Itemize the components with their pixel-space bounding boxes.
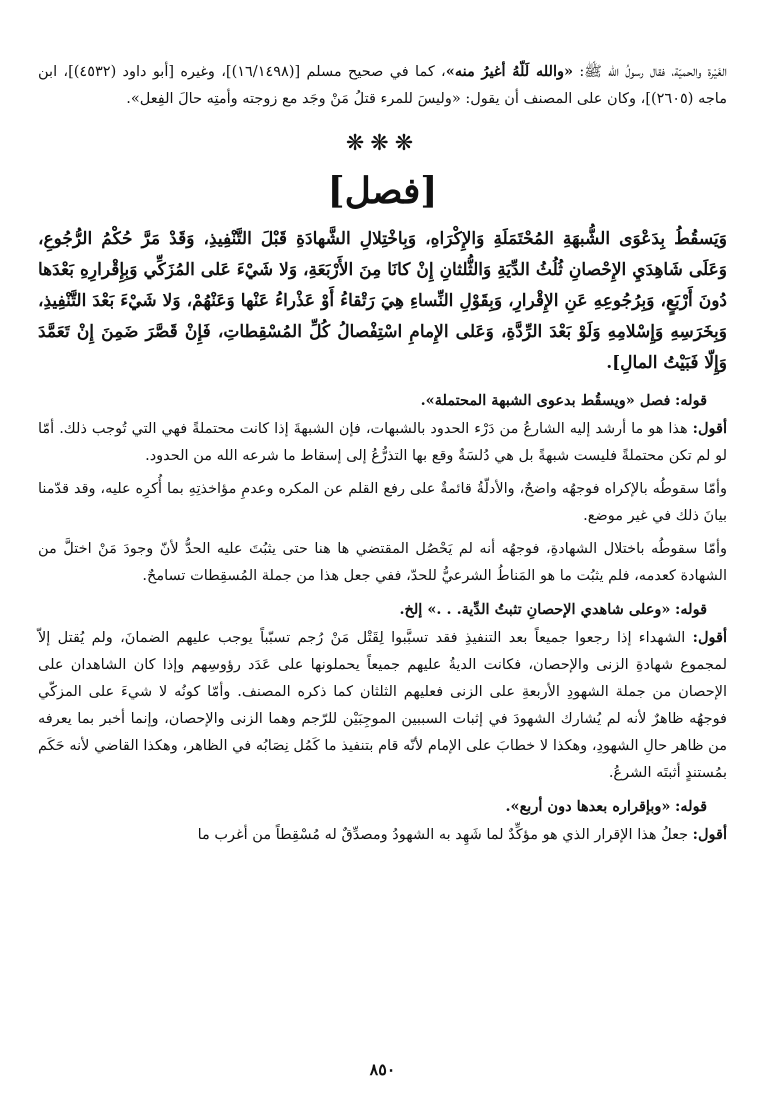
qawluh-label: قوله: xyxy=(675,392,707,409)
commentary-paragraph xyxy=(38,415,727,470)
commentary-section-1 xyxy=(38,387,727,590)
commentary-paragraph: وأمّا سقوطُه باختلال الشهادةِ، فوجهُه أنه لم يَحْصُل المقتضي ها هنا حتى يثبُتَ عليه الحدُّ لأنّ وجودَ مَنْ اختلَّ من الشهادة كعدمه، فلم يثبُت ما هو المَناطُ الشرعيُّ للحدّ، ففي جعل هذا من جملة المُسقِطات تسامحٌ. xyxy=(38,541,727,584)
qawluh-line xyxy=(38,596,727,624)
section-title: [فصل] xyxy=(327,170,438,212)
page-number: ٨٥٠ xyxy=(369,1060,396,1079)
aqul-label: أقول: xyxy=(692,420,727,437)
qawluh-label: قوله: xyxy=(675,798,707,815)
intro-text-2: ، كما في صحيح مسلم [(١٦/١٤٩٨)]، وغيره [أبو داود (٤٥٣٢)]، ابن ماجه (٢٦٠٥)]، وكان على المصنف أن يقول: «وليسَ للمرء قتلُ مَنْ وجَد مع زوجته وأمتِه حالَ الفِعل». xyxy=(38,64,727,107)
commentary-section-2 xyxy=(38,596,727,787)
qawluh-label: قوله: xyxy=(675,601,707,618)
intro-paragraph xyxy=(38,58,727,113)
section-separator: ❋❋❋ xyxy=(345,131,420,156)
commentary-paragraph xyxy=(38,624,727,787)
qawluh-line xyxy=(38,387,727,415)
commentary-paragraph: وأمّا سقوطُه بالإكراه فوجهُه واضحٌ، والأدلّةُ قائمةٌ على رفع القلم عن المكره وعدمِ مؤاخذتِهِ بما أُكرِه عليه، وقد قدّمنا بيانَ ذلك في غير موضع. xyxy=(38,481,727,524)
qawluh-line xyxy=(38,793,727,821)
commentary-paragraph xyxy=(38,821,727,849)
qawluh-quote: «وعلى شاهدي الإحصانِ تثبتُ الدِّية. . .» إلخ. xyxy=(399,601,671,618)
qawluh-quote: فصل «ويسقُط بدعوى الشبهة المحتملة». xyxy=(420,392,671,409)
hadith-quote: «والله لَلّهُ أغيرُ منه» xyxy=(445,63,574,80)
matn-text: وَيَسقُطُ بِدَعْوَى الشُّبهَةِ المُحْتَمَلَةِ وَالإِكْرَاهِ، وَبِاخْتِلالِ الشَّهادَةِ قَبْلَ التَّنْفِيذِ، وَقَدْ مَرَّ حُكْمُ الرُّجُوعِ، وَعَلَى شَاهِدَيِ الإِحْصانِ ثُلُثُ الدِّيَةِ وَالثُّلثانِ إِنْ كانَا مِنَ الأَرْبَعَةِ، وَلا شَيْءَ عَلى المُزَكِّي وَبِإِقْرارِهِ بَعْدَها دُونَ أَرْبَعٍ، وَبِرُجُوعِهِ عَنِ الإِقْرارِ، وَبِقَوْلِ النِّساءِ هِيَ رَتْقاءُ أَوْ عَذْراءُ عَنْها وَعَنْهُمْ، وَلا شَيْءَ بَعْدَ التَّنْفِيذِ، وَبِخَرَسِهِ وَإِسْلامِهِ وَلَوْ بَعْدَ الرِّدَّةِ، وَعَلى الإِمامِ اسْتِفْصالُ كُلِّ المُسْقِطاتِ، فَإِنْ قَصَّرَ ضَمِنَ إِنْ تَعَمَّدَ وَإِلّا فَبَيْتُ المالِ]. xyxy=(38,229,727,373)
aqul-label: أقول: xyxy=(692,629,728,646)
page-body xyxy=(38,58,727,855)
aqul-label: أقول: xyxy=(692,826,727,843)
paragraph-text: جعلُ هذا الإقرار الذي هو مؤكِّدٌ لما شَهِد به الشهودُ ومصدِّقٌ له مُسْقِطاً من أغرب ما xyxy=(197,827,689,843)
commentary-section-3 xyxy=(38,793,727,849)
qawluh-quote: «وبإقراره بعدها دون أربع». xyxy=(505,798,671,815)
intro-text-1: الغَيْرة والحميّة، فقال رسولُ الله ﷺ: xyxy=(573,64,727,80)
paragraph-text: هذا هو ما أرشد إليه الشارعُ من دَرْء الحدود بالشبهات، فإن الشبهةَ إذا كانت محتملةً فهي التي تُوجب ذلك. أمّا لو لم تكن محتملةً فليست شبهةً بل هي دُلسَةٌ وقع بها التذرُّعُ إلى إسقاط ما شرعه الله من الحدود. xyxy=(38,421,727,464)
paragraph-text: الشهداء إذا رجعوا جميعاً بعد التنفيذِ فقد تسبَّبوا لِقَتْل مَنْ رُجم تسبّباً يوجب عليهم الضمانَ، ولم يُقتل إلاّ لمجموع شهادةِ الزنى والإحصان، فكانت الديةُ عليهم جميعاً يحملونها على عَدَد رؤوسِهم وإذا كان الشاهدان على الإحصان من جملة الشهودِ الأربعةِ على الزنى فعليهم الثلثان كما ذكره المصنف. وأمّا كونُه لا شيءَ على المزكّي فوجهُه ظاهرٌ لأنه لم يُشارك الشهودَ في إثبات السببين الموجِبَيْن للرّجم وهما الزنى والإحصان، وإنما أخبر بما يعرفه من ظاهر حالِ الشهودِ، وهكذا لا خطابَ على الإمام لأنّه قام بتنفيذ ما كَمُل نِصَابُه في الظاهر، وهكذا القاضي لأنه حَكَم بمُستندٍ أثبتَه الشرعُ. xyxy=(38,630,727,781)
